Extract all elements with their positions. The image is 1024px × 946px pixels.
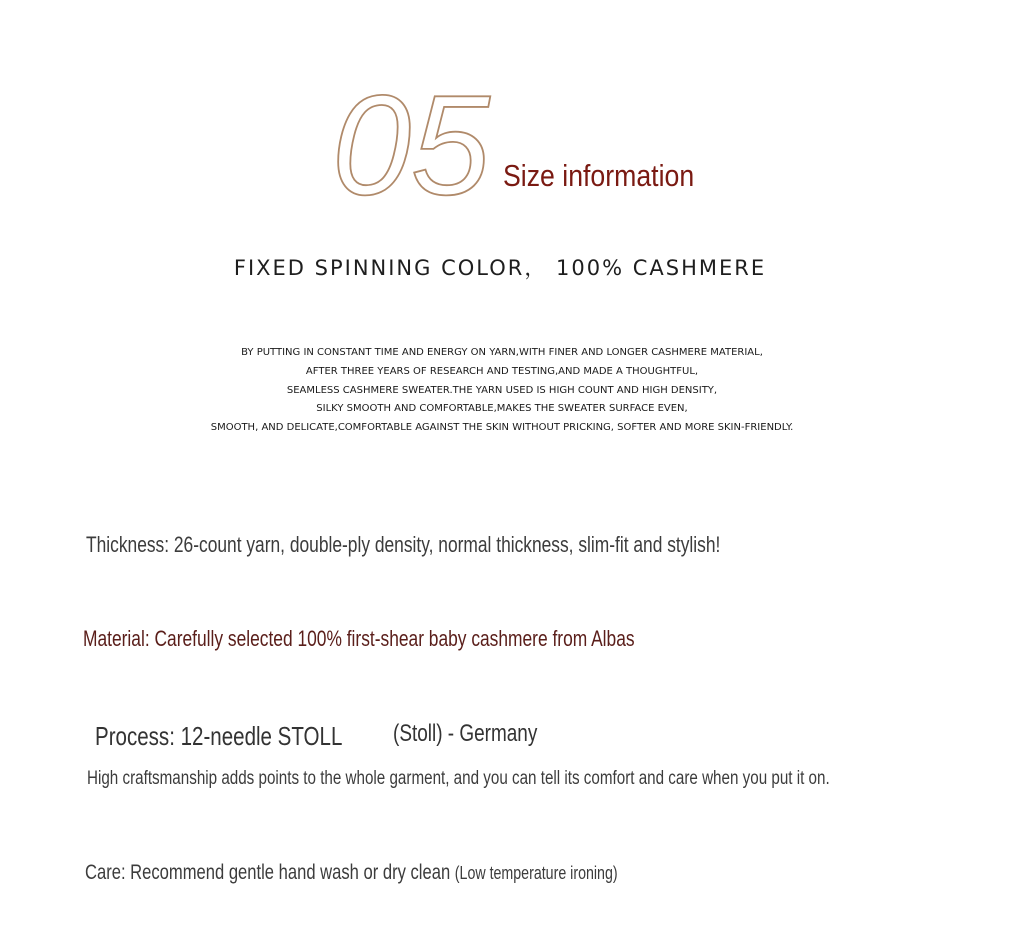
section-number: [330, 72, 510, 212]
description-line: SEAMLESS CASHMERE SWEATER.THE YARN USED IS HIGH COUNT AND HIGH DENSITY,: [286, 384, 718, 396]
section-number-graphic: [330, 72, 510, 212]
care-line: [85, 861, 618, 885]
care-note: (Low temperature ironing): [454, 863, 618, 883]
section-number-text: 05: [332, 72, 490, 212]
process-text: Process: 12-needle STOLL: [95, 721, 343, 751]
section-title: Size information: [503, 158, 695, 193]
description: [0, 344, 1004, 438]
subtitle: FIXED SPINNING COLOR， 100% CASHMERE: [233, 256, 767, 280]
material-text: Material: Carefully selected 100% first-shear baby cashmere from Albas: [83, 626, 635, 651]
process-origin-text: (Stoll) - Germany: [393, 720, 538, 747]
thickness-text: Thickness: 26-count yarn, double-ply density, normal thickness, slim-fit and stylish!: [86, 532, 721, 557]
care-text: Care: Recommend gentle hand wash or dry clean: [85, 861, 451, 884]
description-line: BY PUTTING IN CONSTANT TIME AND ENERGY ON YARN,WITH FINER AND LONGER CASHMERE MATERIAL,: [241, 347, 763, 358]
description-line: SILKY SMOOTH AND COMFORTABLE,MAKES THE SWEATER SURFACE EVEN,: [316, 403, 688, 415]
description-line: SMOOTH, AND DELICATE,COMFORTABLE AGAINST THE SKIN WITHOUT PRICKING, SOFTER AND MORE SKIN-FRIENDLY.: [210, 422, 794, 434]
description-line: AFTER THREE YEARS OF RESEARCH AND TESTING,AND MADE A THOUGHTFUL,: [305, 365, 699, 377]
craftsmanship-text: High craftsmanship adds points to the whole garment, and you can tell its comfort and care when you put it on.: [87, 768, 830, 789]
